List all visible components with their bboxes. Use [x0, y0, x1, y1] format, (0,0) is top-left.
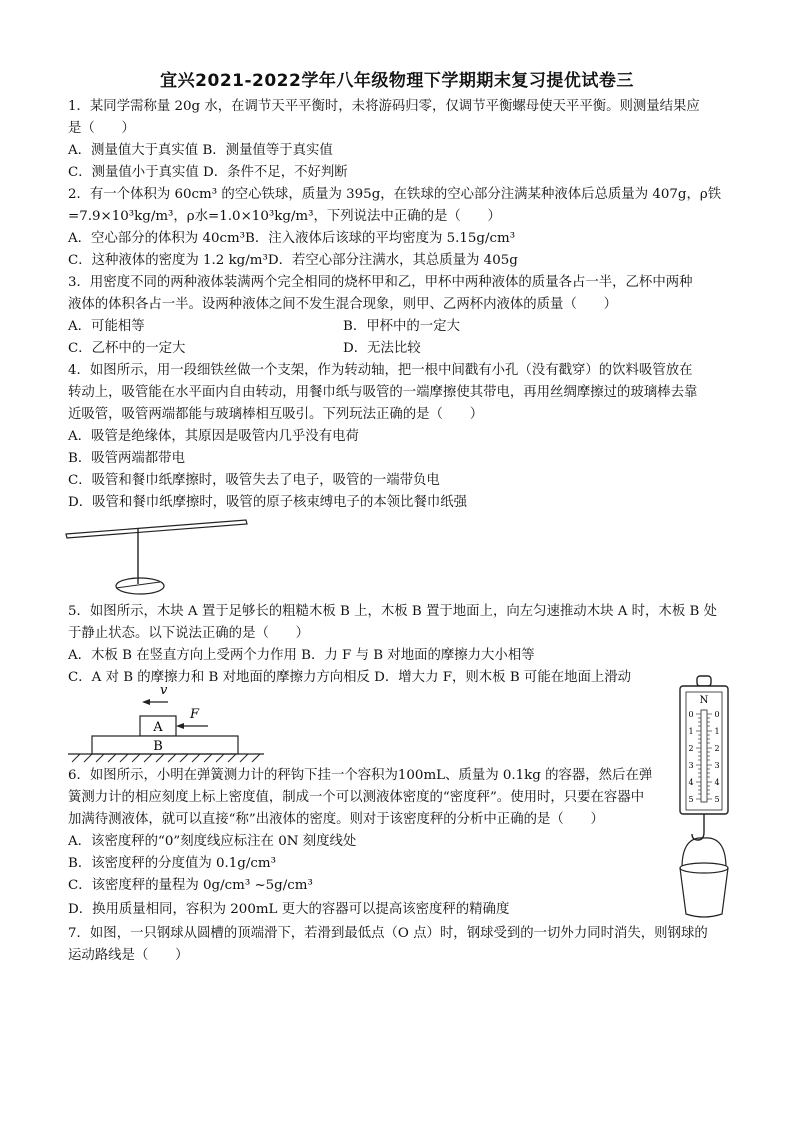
- q6-stem-line2: 簧测力计的相应刻度上标上密度值，制成一个可以测液体密度的“密度秤”。使用时，只要在容器中: [68, 790, 645, 805]
- force-arrow: [176, 723, 208, 729]
- tick-label-left-0: 0: [688, 710, 694, 719]
- board-b-label: B: [153, 739, 163, 754]
- q6-option-b: B．该密度秤的分度值为 0.1g/cm³: [68, 856, 276, 871]
- q1-stem-line1: 1．某同学需称量 20g 水，在调节天平平衡时，未将游码归零，仅调节平衡螺母使天平平衡。则测量结果应: [68, 99, 700, 114]
- q7-stem-line1: 7．如图，一只钢球从圆槽的顶端滑下，若滑到最低点（O 点）时，钢球受到的一切外力同时消失，则钢球的: [68, 926, 708, 941]
- ground-hatch: [72, 754, 260, 762]
- tick-label-left-4: 4: [688, 778, 694, 787]
- q3-option-a: A．可能相等: [68, 319, 145, 334]
- tick-label-left-2: 2: [688, 744, 694, 753]
- bucket-body: [680, 868, 728, 917]
- q4-stem-line2: 转动上，吸管能在水平面内自由转动，用餐巾纸与吸管的一端摩擦使其带电，再用丝绸摩擦过的玻璃棒去靠: [68, 385, 698, 400]
- q4-option-b: B．吸管两端都带电: [68, 451, 185, 466]
- q4-stem-line1: 4．如图所示，用一段细铁丝做一个支架，作为转动轴，把一根中间戳有小孔（没有戳穿）的饮料吸管放在: [68, 363, 693, 378]
- tick-label-right-4: 4: [714, 778, 720, 787]
- support-base: [116, 578, 164, 594]
- q7-stem-line2: 运动路线是（ ）: [68, 948, 189, 963]
- q4-option-a: A．吸管是绝缘体，其原因是吸管内几乎没有电荷: [68, 429, 359, 444]
- q2-option-ab: A．空心部分的体积为 40cm³B．注入液体后该球的平均密度为 5.15g/cm³: [68, 231, 516, 246]
- velocity-label: v: [160, 683, 168, 698]
- spring-scale-figure: [670, 676, 740, 926]
- q6-option-d: D．换用质量相同，容积为 200mL 更大的容器可以提高该密度秤的精确度: [68, 902, 510, 917]
- block-board-figure: [68, 682, 268, 764]
- tick-label-left-1: 1: [688, 727, 694, 736]
- q3-option-c: C．乙杯中的一定大: [68, 341, 186, 356]
- q5-stem-line1: 5．如图所示，木块 A 置于足够长的粗糙木板 B 上，木板 B 置于地面上，向左匀速推动木块 A 时，木板 B 处: [68, 604, 717, 619]
- straw: [66, 520, 247, 538]
- board-b: [92, 736, 238, 754]
- q6-option-c: C．该密度秤的量程为 0g/cm³ ~5g/cm³: [68, 878, 313, 893]
- scale-hanger: [697, 676, 711, 686]
- force-label: F: [190, 707, 200, 722]
- q6-option-a: A．该密度秤的“0”刻度线应标注在 0N 刻度线处: [68, 834, 357, 849]
- q1-option-cd: C．测量值小于真实值 D．条件不足，不好判断: [68, 165, 348, 180]
- tick-label-left-5: 5: [688, 795, 694, 804]
- q3-option-b: B．甲杯中的一定大: [343, 319, 460, 334]
- tick-label-right-2: 2: [714, 744, 720, 753]
- scale-unit-label: N: [699, 695, 709, 706]
- tick-label-right-1: 1: [714, 727, 720, 736]
- q6-stem-line1: 6．如图所示，小明在弹簧测力计的秤钩下挂一个容积为100mL、质量为 0.1kg 的容器，然后在弹: [68, 768, 653, 783]
- tick-label-left-3: 3: [688, 761, 694, 770]
- q1-stem-line2: 是（ ）: [68, 121, 135, 136]
- q5-stem-line2: 于静止状态。以下说法正确的是（ ）: [68, 626, 310, 641]
- page-title: 宜兴2021-2022学年八年级物理下学期期末复习提优试卷三: [160, 71, 634, 91]
- q2-stem-line1: 2．有一个体积为 60cm³ 的空心铁球，质量为 395g，在铁球的空心部分注满某种液体后总质量为 407g，ρ铁: [68, 187, 722, 202]
- q4-option-c: C．吸管和餐巾纸摩擦时，吸管失去了电子，吸管的一端带负电: [68, 473, 440, 488]
- q2-stem-line2: =7.9×10³kg/m³，ρ水=1.0×10³kg/m³，下列说法中正确的是（ ）: [68, 209, 501, 224]
- q5-option-cd: C．A 对 B 的摩擦力和 B 对地面的摩擦力方向相反 D．增大力 F，则木板 B 可能在地面上滑动: [68, 670, 632, 685]
- bucket-rim: [680, 863, 728, 873]
- q3-stem-line1: 3．用密度不同的两种液体装满两个完全相同的烧杯甲和乙，甲杯中两种液体的质量各占一半，乙杯中两种: [68, 275, 693, 290]
- tick-label-right-3: 3: [714, 761, 720, 770]
- velocity-arrow: [142, 699, 168, 705]
- tick-label-right-5: 5: [714, 795, 720, 804]
- q3-stem-line2: 液体的体积各占一半。设两种液体之间不发生混合现象，则甲、乙两杯内液体的质量（ ）: [68, 297, 618, 312]
- q2-option-cd: C．这种液体的密度为 1.2 kg/m³D．若空心部分注满水，其总质量为 405g: [68, 253, 518, 268]
- block-a-label: A: [153, 720, 163, 735]
- q4-stem-line3: 近吸管，吸管两端都能与玻璃棒相互吸引。下列玩法正确的是（ ）: [68, 407, 484, 422]
- q1-option-ab: A．测量值大于真实值 B．测量值等于真实值: [68, 143, 333, 158]
- q6-stem-line3: 加满待测液体，就可以直接“称”出液体的密度。则对于该密度秤的分析中正确的是（ ）: [68, 812, 604, 827]
- q3-option-d: D．无法比较: [343, 341, 421, 356]
- straw-support-figure: [60, 518, 250, 598]
- q4-option-d: D．吸管和餐巾纸摩擦时，吸管的原子核束缚电子的本领比餐巾纸强: [68, 495, 468, 510]
- tick-label-right-0: 0: [714, 710, 720, 719]
- q5-option-ab: A．木板 B 在竖直方向上受两个力作用 B．力 F 与 B 对地面的摩擦力大小相等: [68, 648, 535, 663]
